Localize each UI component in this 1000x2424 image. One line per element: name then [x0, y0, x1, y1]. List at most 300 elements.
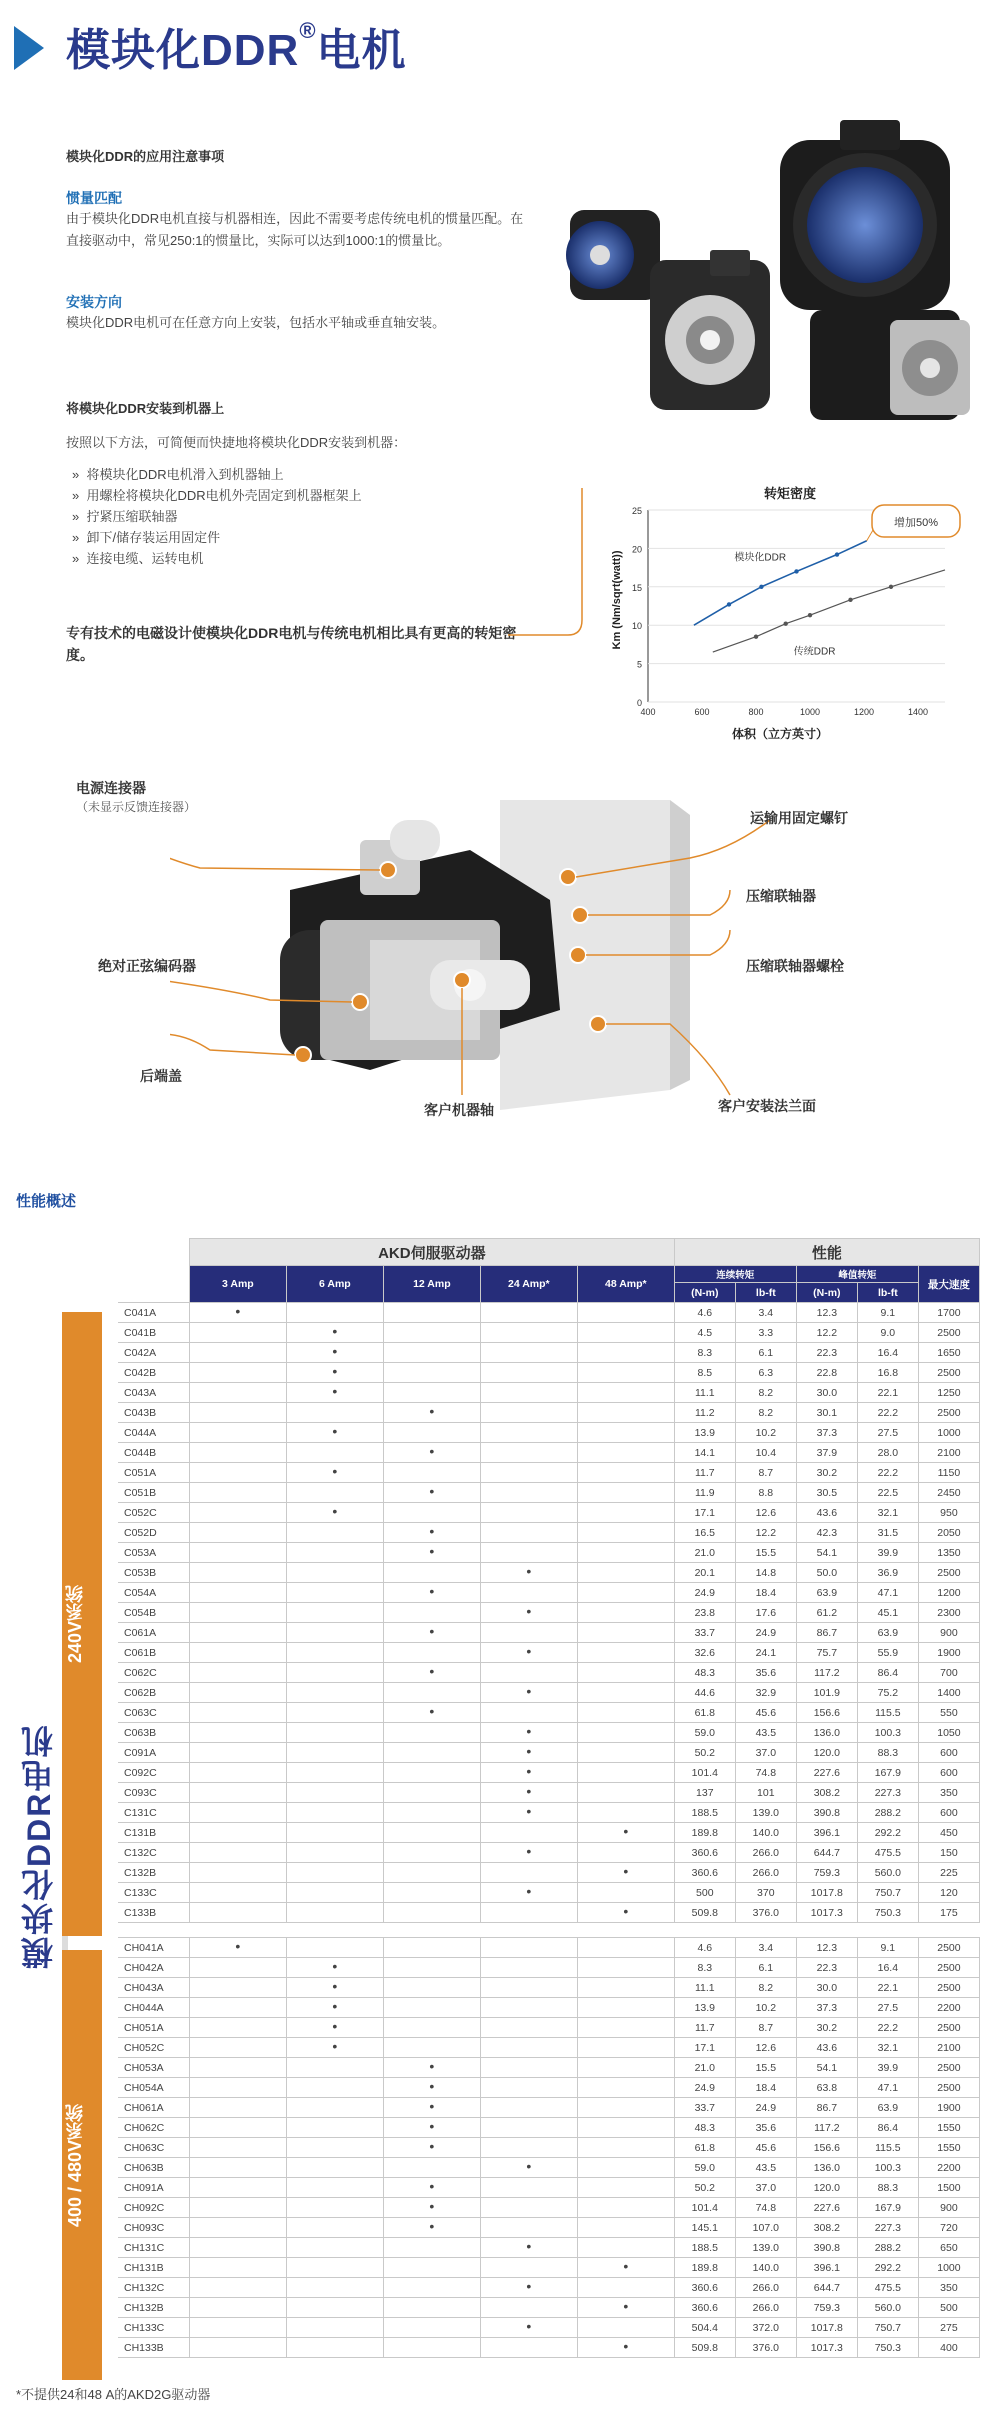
model-cell: CH091A: [118, 2178, 189, 2198]
amp-cell: [286, 1483, 383, 1503]
amp-cell: [577, 1803, 674, 1823]
value-cell: 1900: [918, 1643, 979, 1663]
value-cell: 74.8: [735, 2198, 796, 2218]
amp-cell: [577, 2218, 674, 2238]
value-cell: 3.3: [735, 1323, 796, 1343]
value-cell: 1550: [918, 2138, 979, 2158]
label-encoder: 绝对正弦编码器: [98, 958, 196, 974]
x-tick-label: 400: [640, 707, 656, 717]
model-cell: CH092C: [118, 2198, 189, 2218]
amp-cell: [383, 1443, 480, 1463]
amp-cell: [286, 2098, 383, 2118]
table-row: [118, 2318, 980, 2338]
value-cell: 600: [918, 1763, 979, 1783]
amp-cell: [383, 2098, 480, 2118]
table-row: [118, 1998, 980, 2018]
value-cell: 101: [735, 1783, 796, 1803]
value-cell: 21.0: [674, 2058, 735, 2078]
table-row: [118, 2138, 980, 2158]
table-gap: [118, 1923, 980, 1938]
value-cell: 139.0: [735, 1803, 796, 1823]
value-cell: 88.3: [857, 2178, 918, 2198]
value-cell: 900: [918, 1623, 979, 1643]
value-cell: 450: [918, 1823, 979, 1843]
value-cell: 1200: [918, 1583, 979, 1603]
table-row: [118, 1483, 980, 1503]
value-cell: 10.2: [735, 1998, 796, 2018]
amp-cell: [383, 1523, 480, 1543]
value-cell: 227.6: [796, 2198, 857, 2218]
value-cell: 475.5: [857, 2278, 918, 2298]
value-cell: 101.4: [674, 1763, 735, 1783]
amp-cell: [577, 2098, 674, 2118]
value-cell: 759.3: [796, 1863, 857, 1883]
amp-cell: [189, 2038, 286, 2058]
drive-dot: •: [429, 1403, 435, 1419]
value-cell: 16.4: [857, 1958, 918, 1978]
amp-cell: [286, 1998, 383, 2018]
amp-cell: [480, 1603, 577, 1623]
drive-dot: •: [526, 1743, 532, 1759]
value-cell: 11.7: [674, 1463, 735, 1483]
table-row: [118, 1978, 980, 1998]
model-cell: C091A: [118, 1743, 189, 1763]
family-label: 模块化DDR电机: [21, 1723, 57, 1969]
value-cell: 1150: [918, 1463, 979, 1483]
value-cell: 266.0: [735, 1863, 796, 1883]
value-cell: 900: [918, 2198, 979, 2218]
callout-connector: [500, 480, 600, 680]
corner-cell: [118, 1266, 189, 1303]
amp-cell: [189, 2078, 286, 2098]
value-cell: 12.3: [796, 1938, 857, 1958]
value-cell: 43.5: [735, 1723, 796, 1743]
amp-cell: [383, 1863, 480, 1883]
amp-cell: [189, 1958, 286, 1978]
amp-cell: [577, 2198, 674, 2218]
table-row: [118, 1643, 980, 1663]
value-cell: 30.2: [796, 2018, 857, 2038]
amp-cell: [286, 2338, 383, 2358]
amp-cell: [383, 1763, 480, 1783]
value-cell: 23.8: [674, 1603, 735, 1623]
unit-nm: (N-m): [674, 1283, 735, 1303]
amp-cell: [189, 1663, 286, 1683]
chart-title: 转矩密度: [763, 486, 817, 501]
value-cell: 45.6: [735, 2138, 796, 2158]
table-row: [118, 2198, 980, 2218]
y-tick-label: 0: [636, 698, 642, 708]
value-cell: 1000: [918, 2258, 979, 2278]
model-cell: C063C: [118, 1703, 189, 1723]
amp-cell: [286, 2238, 383, 2258]
amp-cell: [480, 1663, 577, 1683]
value-cell: 47.1: [857, 1583, 918, 1603]
value-cell: 32.1: [857, 2038, 918, 2058]
value-cell: 9.1: [857, 1938, 918, 1958]
list-item: » 连接电缆、运转电机: [72, 551, 204, 566]
amp-cell: [286, 1763, 383, 1783]
value-cell: 30.0: [796, 1978, 857, 1998]
value-cell: 117.2: [796, 2118, 857, 2138]
value-cell: 350: [918, 1783, 979, 1803]
amp-cell: [286, 1938, 383, 1958]
table-row: [118, 1743, 980, 1763]
amp-cell: [286, 1383, 383, 1403]
value-cell: 50.2: [674, 2178, 735, 2198]
value-cell: 22.2: [857, 1403, 918, 1423]
value-cell: 59.0: [674, 1723, 735, 1743]
value-cell: 24.9: [674, 2078, 735, 2098]
drive-dot: •: [526, 2158, 532, 2174]
model-cell: CH093C: [118, 2218, 189, 2238]
value-cell: 1017.3: [796, 1903, 857, 1923]
value-cell: 6.1: [735, 1958, 796, 1978]
amp-cell: [383, 2338, 480, 2358]
value-cell: 2500: [918, 1403, 979, 1423]
amp-cell: [189, 2138, 286, 2158]
value-cell: 372.0: [735, 2318, 796, 2338]
amp-cell: [286, 1463, 383, 1483]
drive-dot: •: [429, 1583, 435, 1599]
value-cell: 650: [918, 2238, 979, 2258]
amp-cell: [383, 2138, 480, 2158]
value-cell: 2450: [918, 1483, 979, 1503]
value-cell: 2500: [918, 2078, 979, 2098]
model-cell: C132C: [118, 1843, 189, 1863]
amp-cell: [480, 1938, 577, 1958]
amp-cell: [383, 1383, 480, 1403]
amp-cell: [383, 1903, 480, 1923]
amp-cell: [480, 1463, 577, 1483]
amp-cell: [480, 1343, 577, 1363]
amp-cell: [383, 1663, 480, 1683]
value-cell: 504.4: [674, 2318, 735, 2338]
drive-dot: •: [429, 2078, 435, 2094]
value-cell: 18.4: [735, 2078, 796, 2098]
value-cell: 37.0: [735, 2178, 796, 2198]
amp-cell: [383, 2078, 480, 2098]
amp-cell: [189, 1723, 286, 1743]
table-row: [118, 1683, 980, 1703]
value-cell: 2500: [918, 1563, 979, 1583]
amp-cell: [383, 1323, 480, 1343]
value-cell: 43.6: [796, 2038, 857, 2058]
amp-cell: [189, 1883, 286, 1903]
value-cell: 396.1: [796, 1823, 857, 1843]
group-400-label: 400 / 480V系统: [65, 2103, 85, 2227]
value-cell: 560.0: [857, 2298, 918, 2318]
amp-cell: [480, 1763, 577, 1783]
table-row: [118, 2118, 980, 2138]
amp-cell: [383, 1303, 480, 1323]
amp-cell: [577, 2338, 674, 2358]
value-cell: 227.3: [857, 1783, 918, 1803]
unit-lbft: lb-ft: [857, 1283, 918, 1303]
amp-cell: [189, 2318, 286, 2338]
table-row: [118, 1463, 980, 1483]
table-row: [118, 1723, 980, 1743]
amp-cell: [189, 1763, 286, 1783]
value-cell: 12.3: [796, 1303, 857, 1323]
title-arrow-icon: [14, 26, 44, 70]
value-cell: 350: [918, 2278, 979, 2298]
table-row: [118, 1323, 980, 1343]
value-cell: 45.1: [857, 1603, 918, 1623]
value-cell: 44.6: [674, 1683, 735, 1703]
list-item: » 卸下/储存装运用固定件: [72, 530, 221, 545]
value-cell: 18.4: [735, 1583, 796, 1603]
performance-table: [118, 1238, 980, 2358]
torque-density-chart: [590, 480, 970, 745]
value-cell: 17.1: [674, 2038, 735, 2058]
corner-cell: [118, 1239, 189, 1266]
drive-dot: •: [332, 1323, 338, 1339]
value-cell: 13.9: [674, 1998, 735, 2018]
x-tick-label: 600: [694, 707, 710, 717]
drive-dot: •: [623, 1863, 629, 1879]
motor-photos: [560, 120, 988, 430]
install-heading: 将模块化DDR安装到机器上: [66, 401, 225, 416]
amp-cell: [383, 1883, 480, 1903]
amp-cell: [480, 1803, 577, 1823]
model-cell: CH042A: [118, 1958, 189, 1978]
amp-cell: [286, 1643, 383, 1663]
value-cell: 37.3: [796, 1998, 857, 2018]
drive-dot: •: [429, 2058, 435, 2074]
amp-cell: [383, 1998, 480, 2018]
drive-dot: •: [526, 2238, 532, 2254]
value-cell: 1650: [918, 1343, 979, 1363]
model-cell: C131B: [118, 1823, 189, 1843]
amp-cell: [286, 2218, 383, 2238]
table-row: [118, 1703, 980, 1723]
col-12amp: 12 Amp: [383, 1266, 480, 1303]
value-cell: 4.5: [674, 1323, 735, 1343]
amp-cell: [189, 2158, 286, 2178]
value-cell: 4.6: [674, 1938, 735, 1958]
chart-xlabel: 体积（立方英寸）: [731, 727, 829, 741]
value-cell: 500: [918, 2298, 979, 2318]
amp-cell: [480, 1423, 577, 1443]
model-cell: C132B: [118, 1863, 189, 1883]
value-cell: 292.2: [857, 1823, 918, 1843]
table-body-400: [118, 1938, 980, 2358]
amp-cell: [189, 2058, 286, 2078]
drive-dot: •: [526, 1603, 532, 1619]
value-cell: 27.5: [857, 1423, 918, 1443]
value-cell: 15.5: [735, 2058, 796, 2078]
amp-cell: [480, 1403, 577, 1423]
amp-cell: [189, 1583, 286, 1603]
value-cell: 28.0: [857, 1443, 918, 1463]
model-cell: C062C: [118, 1663, 189, 1683]
value-cell: 16.5: [674, 1523, 735, 1543]
table-row: [118, 1423, 980, 1443]
drive-dot: •: [429, 2198, 435, 2214]
value-cell: 139.0: [735, 2238, 796, 2258]
amp-cell: [189, 1423, 286, 1443]
amp-cell: [480, 1978, 577, 1998]
amp-cell: [189, 1978, 286, 1998]
value-cell: 61.2: [796, 1603, 857, 1623]
value-cell: 360.6: [674, 1843, 735, 1863]
table-row: [118, 1938, 980, 1958]
value-cell: 700: [918, 1663, 979, 1683]
table-row: [118, 2098, 980, 2118]
value-cell: 136.0: [796, 1723, 857, 1743]
model-cell: C041A: [118, 1303, 189, 1323]
model-cell: C092C: [118, 1763, 189, 1783]
value-cell: 140.0: [735, 2258, 796, 2278]
value-cell: 39.9: [857, 1543, 918, 1563]
model-cell: C053A: [118, 1543, 189, 1563]
value-cell: 475.5: [857, 1843, 918, 1863]
y-tick-label: 20: [631, 544, 642, 555]
amp-cell: [480, 1563, 577, 1583]
value-cell: 31.5: [857, 1523, 918, 1543]
amp-cell: [383, 1503, 480, 1523]
amp-cell: [577, 1938, 674, 1958]
value-cell: 500: [674, 1883, 735, 1903]
table-body-240: [118, 1303, 980, 1923]
model-cell: C053B: [118, 1563, 189, 1583]
section-heading: 模块化DDR的应用注意事项: [66, 149, 225, 164]
value-cell: 2100: [918, 1443, 979, 1463]
value-cell: 17.6: [735, 1603, 796, 1623]
value-cell: 63.9: [857, 2098, 918, 2118]
mount-text: 模块化DDR电机可在任意方向上安装，包括水平轴或垂直轴安装。: [66, 315, 446, 330]
amp-cell: [189, 2018, 286, 2038]
amp-cell: [383, 2118, 480, 2138]
drive-dot: •: [526, 1563, 532, 1579]
amp-cell: [286, 2138, 383, 2158]
amp-cell: [286, 1603, 383, 1623]
amp-cell: [577, 1703, 674, 1723]
cont-torque-header: 连续转矩: [674, 1266, 796, 1283]
peak-torque-header: 峰值转矩: [796, 1266, 918, 1283]
amp-cell: [480, 1643, 577, 1663]
amp-cell: [577, 1958, 674, 1978]
value-cell: 400: [918, 2338, 979, 2358]
amp-cell: [383, 1643, 480, 1663]
amp-cell: [577, 1883, 674, 1903]
amp-cell: [383, 1703, 480, 1723]
model-cell: CH061A: [118, 2098, 189, 2118]
install-steps: [72, 464, 362, 569]
amp-cell: [480, 2138, 577, 2158]
drive-dot: •: [623, 1823, 629, 1839]
value-cell: 32.1: [857, 1503, 918, 1523]
drive-dot: •: [332, 2038, 338, 2054]
value-cell: 50.0: [796, 1563, 857, 1583]
amp-cell: [577, 1563, 674, 1583]
table-row: [118, 1783, 980, 1803]
value-cell: 156.6: [796, 2138, 857, 2158]
model-cell: CH131C: [118, 2238, 189, 2258]
value-cell: 63.8: [796, 2078, 857, 2098]
table-row: [118, 1663, 980, 1683]
value-cell: 30.1: [796, 1403, 857, 1423]
amp-cell: [480, 2158, 577, 2178]
value-cell: 43.6: [796, 1503, 857, 1523]
drive-dot: •: [332, 1463, 338, 1479]
amp-cell: [480, 2298, 577, 2318]
y-tick-label: 25: [631, 506, 642, 516]
amp-cell: [189, 1483, 286, 1503]
inertia-text: 由于模块化DDR电机直接与机器相连，因此不需要考虑传统电机的惯量匹配。在直接驱动中，常见250:1的惯量比，实际可以达到1000:1的惯量比。: [66, 211, 524, 248]
amp-cell: [189, 2098, 286, 2118]
value-cell: 266.0: [735, 2298, 796, 2318]
amp-cell: [383, 1783, 480, 1803]
value-cell: 37.3: [796, 1423, 857, 1443]
amp-cell: [577, 1863, 674, 1883]
table-row: [118, 2338, 980, 2358]
amp-cell: [577, 1503, 674, 1523]
amp-cell: [383, 2238, 480, 2258]
value-cell: 10.2: [735, 1423, 796, 1443]
amp-cell: [189, 1998, 286, 2018]
x-tick-label: 1200: [853, 707, 875, 717]
amp-cell: [286, 2058, 383, 2078]
value-cell: 390.8: [796, 1803, 857, 1823]
value-cell: 2200: [918, 1998, 979, 2018]
amp-cell: [383, 1743, 480, 1763]
table-row: [118, 2038, 980, 2058]
amp-cell: [480, 1723, 577, 1743]
value-cell: 9.1: [857, 1303, 918, 1323]
value-cell: 10.4: [735, 1443, 796, 1463]
data-point: [784, 621, 788, 625]
drive-dot: •: [429, 1703, 435, 1719]
table-row: [118, 2218, 980, 2238]
amp-cell: [286, 1363, 383, 1383]
value-cell: 8.7: [735, 1463, 796, 1483]
amp-cell: [383, 2038, 480, 2058]
drive-dot: •: [526, 1763, 532, 1779]
value-cell: 14.8: [735, 1563, 796, 1583]
amp-cell: [480, 1783, 577, 1803]
drive-dot: •: [332, 1343, 338, 1359]
value-cell: 376.0: [735, 1903, 796, 1923]
table-row: [118, 2058, 980, 2078]
amp-cell: [383, 1423, 480, 1443]
value-cell: 644.7: [796, 2278, 857, 2298]
amp-cell: [383, 1723, 480, 1743]
amp-cell: [383, 2318, 480, 2338]
drive-dot: •: [623, 2298, 629, 2314]
model-cell: C052C: [118, 1503, 189, 1523]
data-point: [794, 569, 798, 573]
value-cell: 30.5: [796, 1483, 857, 1503]
table-row: [118, 2078, 980, 2098]
amp-cell: [189, 1703, 286, 1723]
value-cell: 120: [918, 1883, 979, 1903]
list-item: » 拧紧压缩联轴器: [72, 509, 178, 524]
table-row: [118, 1583, 980, 1603]
value-cell: 50.2: [674, 1743, 735, 1763]
amp-cell: [286, 1863, 383, 1883]
table-row: [118, 1503, 980, 1523]
value-cell: 63.9: [796, 1583, 857, 1603]
value-cell: 1017.3: [796, 2338, 857, 2358]
amp-cell: [480, 1843, 577, 1863]
drive-dot: •: [526, 2278, 532, 2294]
model-cell: CH043A: [118, 1978, 189, 1998]
footnote: *不提供24和48 A的AKD2G驱动器: [16, 2387, 211, 2402]
value-cell: 12.2: [735, 1523, 796, 1543]
amp-cell: [383, 1563, 480, 1583]
